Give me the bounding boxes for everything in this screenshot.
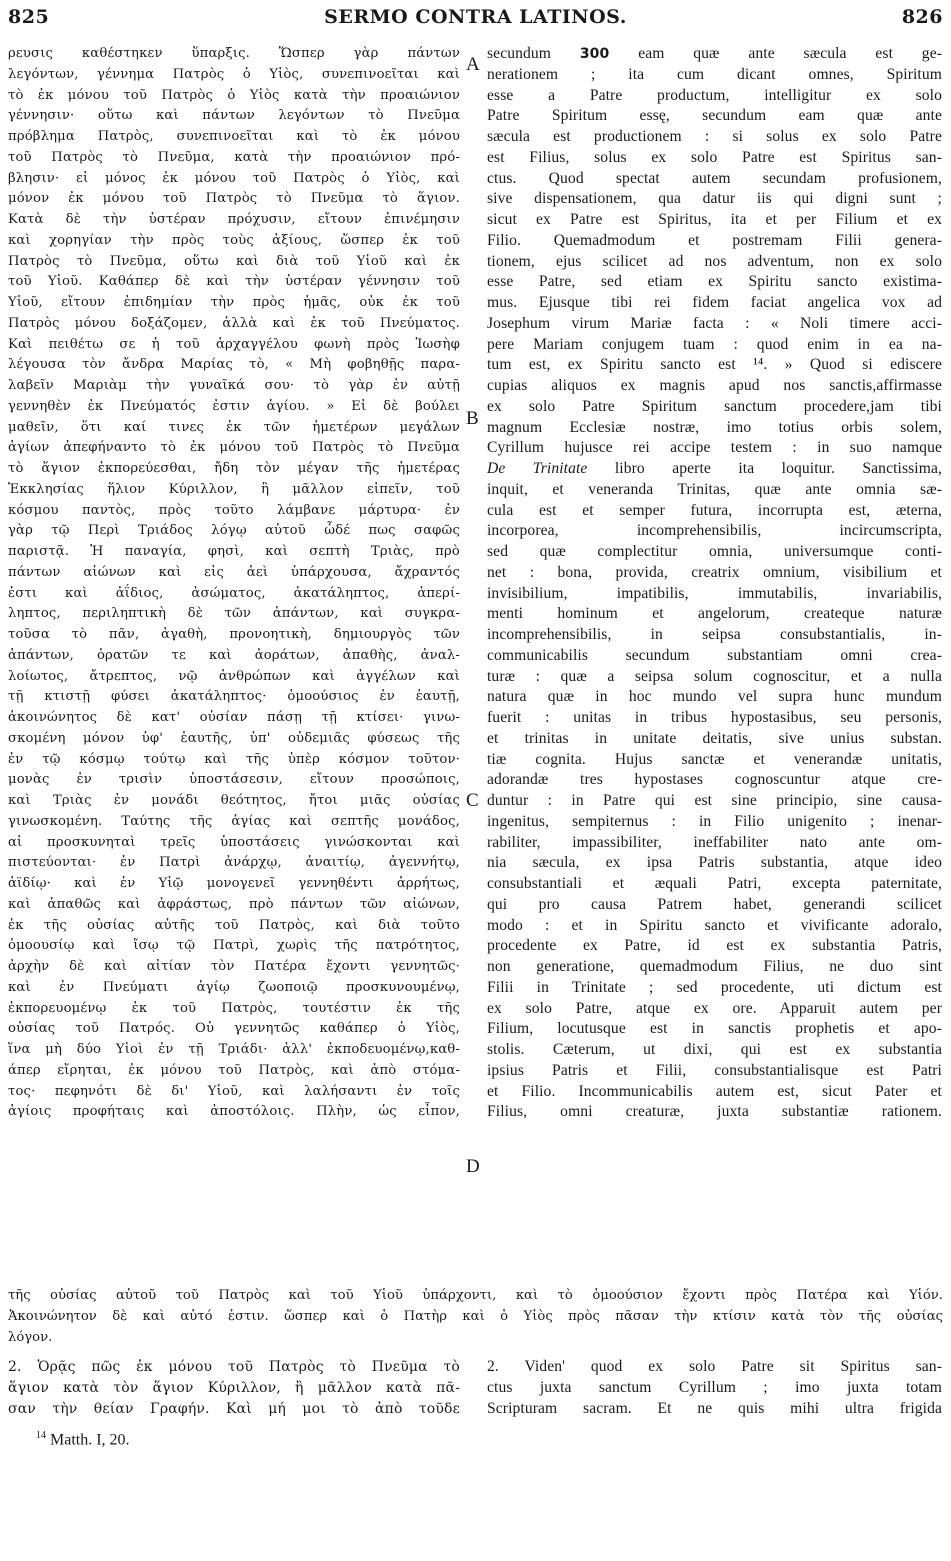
greek-text-line: σκομένη μόνον ὑφ' ἑαυτῆς, ὑπ' οὐδεμιᾶς φύσεως τῆς — [8, 730, 460, 746]
greek-text-line: ἐκ τῆς οὐσίας αὐτῆς τοῦ Πατρὸς, καὶ διὰ τοῦτο — [8, 917, 460, 933]
greek-section-2 — [8, 1357, 460, 1419]
latin-first-rest: eam quæ ante sæcula est ge- — [638, 45, 942, 62]
greek-text-line: λέγουσα τὸν ἄνδρα Μαρίας τὸ, « Μὴ φοβηθῇς παρα- — [8, 357, 460, 373]
greek-text-line: Υἱοῦ, εἴτουν ἐπιδημίαν τὴν πρὸς ἡμᾶς, οὐκ ἐκ τοῦ — [8, 295, 460, 310]
running-title: SERMO CONTRA LATINOS. — [324, 6, 627, 28]
latin-text-line: menti hominum et angelorum, createque naturæ — [487, 605, 942, 623]
greek-text-line: τοῦ Υἱοῦ. Καθάπερ δὲ καὶ τὴν ὑστέραν γέννησιν τοῦ — [8, 274, 460, 290]
latin-first-line — [487, 44, 942, 65]
greek-text-line: λαβεῖν Μαριὰμ τὴν γυναῖκά σου· τὸ γὰρ ἐν αὐτῇ — [8, 378, 460, 393]
latin-text-line: sed quæ complectitur omnia, universumque conti- — [487, 543, 942, 560]
latin-text-line: pere Mariam conjugem tuam : quod enim in ea na- — [487, 335, 942, 353]
latin-text-line: consubstantiali et æquali Patri, excepta paternitate, — [487, 875, 942, 892]
greek-text-line: τος· πεφηνότι δὲ δι' Υἱοῦ, καὶ λαλήσαντι ἐν τοῖς — [8, 1083, 460, 1099]
latin-text-line: et trinitas in unitate deitatis, sive unius substan. — [487, 729, 942, 747]
latin-text-line: procedente ex Patre, id est ex substantia Patris, — [487, 937, 942, 955]
greek-text-line: τοῦ Πατρὸς τὸ Πνεῦμα, κατὰ τὴν προαιώνιον πρό- — [8, 149, 460, 165]
latin-text-line: esse a Patre productum, intelligitur ex solo — [487, 86, 942, 104]
latin-text-line: ipsius Patris et Filii, consubstantialisque est Patri — [487, 1061, 942, 1079]
greek-text-line: μονὰς ἐν τρισὶν ὑποστάσεσιν, εἴτουν προσώποις, — [8, 772, 460, 788]
latin-text-line: magnum Ecclesiæ nostræ, imo totius orbis solem, — [487, 418, 942, 436]
greek-text-line: γέννησιν· οὕτω καὶ πάντων λεγόντων τὸ Πνεῦμα — [8, 108, 460, 124]
greek-section-2-line: 2. Ὁρᾷς πῶς ἐκ μόνου τοῦ Πατρὸς τὸ Πνεῦμα τὸ — [8, 1359, 460, 1375]
latin-section-2-line: ctus juxta sanctum Cyrillum ; imo juxta totam — [487, 1378, 942, 1396]
greek-text-line: ρευσις καθέστηκεν ὕπαρξις. Ὥσπερ γὰρ πάντων — [8, 46, 460, 61]
latin-text-line: ex solo Patre Spiritum sanctum procedere,jam tibi — [487, 397, 942, 415]
latin-text-line: Josephum virum Mariæ facta : « Noli timere acci- — [487, 314, 942, 332]
latin-text-line: incorporea, incomprehensibilis, incircumscripta, — [487, 522, 942, 540]
latin-text-line: ctus. Quod spectat autem secundam profusionem, — [487, 169, 942, 187]
greek-text-line: Πατρὸς τὸ Πνεῦμα, οὕτω καὶ διὰ τοῦ Υἱοῦ καὶ ἐκ — [8, 253, 460, 269]
greek-text-line: ἐστι καὶ ἀΐδιος, ἀσώματος, ἀκατάληπτος, ἀπερί- — [8, 585, 460, 601]
latin-text-line: est Filius, solus ex solo Patre est Spiritus san- — [487, 148, 942, 166]
greek-text-line: ὁμοουσίῳ καὶ ἴσῳ τῷ Πατρὶ, χωρὶς τῆς πατρότητος, — [8, 938, 460, 954]
latin-section-2-line: 2. Viden' quod ex solo Patre sit Spiritus san- — [487, 1358, 942, 1375]
greek-text-line: γινωσκομένη. Ταύτης τῆς ἁγίας καὶ σεπτῆς μονάδος, — [8, 813, 460, 829]
greek-text-line: Ἐκκλησίας ἥλιον Κύριλλον, ἢ μᾶλλον εἰπεῖν, τοῦ — [8, 481, 460, 497]
latin-text-line: duntur : in Patre qui est sine principio, sine causa- — [487, 792, 942, 809]
greek-text-line: πρόβλημα Πατρὸς, συνεπινοεῖται καὶ τὸ ἐκ μόνου — [8, 129, 460, 144]
greek-text-line: ἀϊδίῳ· καὶ ἐν Υἱῷ μονογενεῖ γεννηθέντι ἀρρήτως, — [8, 876, 460, 891]
footnote — [36, 1430, 130, 1449]
greek-text-line: γεννηθὲν ἐκ Πνεύματός ἐστιν ἁγίου. » Εἰ δὲ βούλει — [8, 398, 460, 414]
latin-text-line: inquit, et veneranda Trinitas, quæ ante omnia sæ- — [487, 480, 942, 498]
greek-text-line: ἵνα μὴ δύο Υἱοὶ ἐν τῇ Τριάδι· ἀλλ' ἐκποδευομένῳ,καθ- — [8, 1042, 460, 1057]
greek-text-line: μαθεῖν, ὅτι καί τινες ἐκ τῶν ἡμετέρων μεγάλων — [8, 419, 460, 435]
greek-text-line: κόσμου παντὸς, πρὸς τοῦτο λάμβανε μάρτυρα· ἐν — [8, 502, 460, 518]
margin-marker-b: B — [466, 408, 479, 429]
latin-text-line: net : bona, provida, creatrix omnium, visibilium et — [487, 563, 942, 581]
greek-text-line: ἀρχὴν δὲ καὶ αἰτίαν τὸν Πατέρα ἔχοντι γεννητῶς· — [8, 959, 460, 974]
latin-text-line: adorandæ tres hypostases cognoscuntur atque cre- — [487, 771, 942, 789]
latin-text-line: sicut ex Patre est Spiritus, ita et per Filium et ex — [487, 211, 942, 228]
latin-text-line: nia sæcula, ex ipsa Patris substantia, atque ideo — [487, 854, 942, 872]
latin-text-line: ingenitus, sempiternus : in Filio unigenito ; inenar- — [487, 812, 942, 830]
latin-text-line: fuerit : unitas in tribus hypostasibus, seu personis, — [487, 709, 942, 726]
latin-text-line: Filius, omni creaturæ, juxta substantiæ rationem. — [487, 1103, 942, 1121]
greek-text-line: τῇ κτιστῇ φύσει ἀκατάληπτος· ὁμοούσιος ἐν ἑαυτῇ, — [8, 689, 460, 705]
greek-text-line: Πατρὸς μόνου δοξάζομεν, ἀλλὰ καὶ ἐκ τοῦ Πνεύματος. — [8, 315, 460, 331]
greek-text-line: ἁπάντων, ὁρατῶν τε καὶ ἀοράτων, ἀπαθὴς, ἀναλ- — [8, 647, 460, 663]
full-width-text-line: τῆς οὐσίας αὐτοῦ τοῦ Πατρὸς καὶ τοῦ Υἱοῦ ὑπάρχοντι, καὶ τὸ ὁμοούσιον ἔχοντι πρὸς Πατέρα καὶ Υἱόν. — [8, 1288, 943, 1303]
greek-text-line: καὶ χορηγίαν τὴν πρὸς τοὺς ἀξίους, ὥσπερ ἐκ τοῦ — [8, 232, 460, 248]
full-width-text-line: Ἀκοινώνητον δὲ καὶ αὐτό ἐστιν. ὥσπερ καὶ ὁ Πατὴρ καὶ ὁ Υἱὸς πρὸς πᾶσαν τὴν κτίσιν κατὰ τὸν τῆς οὐσίας — [8, 1308, 943, 1324]
latin-text-line: tum est, ex Spiritu sancto est ¹⁴. » Quod si ediscere — [487, 356, 942, 374]
latin-text-line: incomprehensibilis, in seipsa consubstantialis, in- — [487, 626, 942, 643]
latin-text-line: modo : et in Spiritu sancto et vivificante adoralo, — [487, 916, 942, 934]
full-width-greek-lines — [8, 1286, 943, 1348]
latin-text-line: esse Patre, sed etiam ex Spiritu sancto existima- — [487, 273, 942, 291]
greek-text-line: Καὶ πειθέτω σε ἡ τοῦ ἀρχαγγέλου φωνὴ πρὸς Ἰωσὴφ — [8, 336, 460, 352]
greek-text-line: τὸ ἅγιον ἐκπορεύεσθαι, ἤδη τὸν μέγαν τῆς ἡμετέρας — [8, 461, 460, 476]
running-header — [8, 6, 943, 36]
footnote-number: 14 — [36, 1430, 46, 1441]
footnote-text: Matth. I, 20. — [50, 1431, 130, 1449]
greek-text-line: τοῦσα τὸ πᾶν, ἀγαθὴ, προνοητικὴ, δημιουργὸς τῶν — [8, 627, 460, 642]
latin-text-line: Patre Spiritum essę, secundum eam quæ ante — [487, 107, 942, 125]
latin-text-line: qui pro causa Patrem habet, generandi scilicet — [487, 895, 942, 913]
latin-text-line: rabiliter, impassibiliter, ineffabiliter nato ante om- — [487, 833, 942, 851]
greek-text-line: λεγόντων, γέννημα Πατρὸς ὁ Υἱὸς, συνεπινοεῖται καὶ — [8, 66, 460, 82]
margin-marker-c: C — [466, 790, 479, 811]
latin-text-line: De Trinitate libro aperte ita loquitur. Sanctissima, — [487, 460, 942, 477]
greek-text-line: καὶ ἐν Πνεύματι ἁγίῳ ζωοποιῷ προσκυνουμένῳ, — [8, 979, 460, 995]
latin-text-line: Filii in Trinitate ; sed procedente, uti dictum est — [487, 978, 942, 996]
latin-first-word: secundum — [487, 45, 552, 62]
latin-text-line: Cyrillum hujusce rei accipe testem : in suo namque — [487, 439, 942, 457]
greek-text-line: πάντων αἰώνων καὶ εἰς ἀεὶ ὑπάρχουσα, ἄχραντός — [8, 564, 460, 580]
latin-text-line: sæcula est productionem : si solus ex solo Patre — [487, 128, 942, 145]
latin-text-line: cupias aliquos ex magnis apud nos sanctis,affirmasse — [487, 377, 942, 394]
greek-text-line: πιστεύονται· ἐν Πατρὶ ἀνάρχῳ, ἀναιτίῳ, ἀγεννήτῳ, — [8, 855, 460, 871]
latin-text-line: natura quæ in hoc mundo vel supra hunc mundum — [487, 688, 942, 706]
greek-text-line: ληπτος, περιληπτικὴ δὲ τῶν ἁπάντων, καὶ συγκρα- — [8, 606, 460, 622]
latin-text-line: non generatione, quemadmodum Filius, ne duo sint — [487, 958, 942, 975]
latin-text-line: tiæ cognita. Hujus sanctæ et venerandæ unitatis, — [487, 750, 942, 768]
margin-marker-a: A — [466, 54, 480, 75]
latin-text-line: stolis. Cæterum, ut dixi, qui est ex substantia — [487, 1041, 942, 1058]
greek-text-line: αἱ προσκυνηταὶ τρεῖς ὑποστάσεις γινώσκονται καὶ — [8, 834, 460, 850]
latin-text-line: et Filio. Incommunicabilis autem est, sicut Pater et — [487, 1082, 942, 1100]
greek-text-line: βλησιν· εἰ μόνος ἐκ μόνου τοῦ Πατρὸς ὁ Υἱὸς, καὶ — [8, 170, 460, 186]
greek-text-line: παριστᾷ. Ἡ παναγία, φησὶ, καὶ σεπτὴ Τριὰς, πρὸ — [8, 544, 460, 559]
greek-text-line: λοίωτος, ἄτρεπτος, νῷ ἀνθρώπων καὶ ἀγγέλων καὶ — [8, 668, 460, 684]
latin-text-line: turæ : quæ a seipsa solum cognoscitur, et a nulla — [487, 667, 942, 685]
greek-text-line: ἐκπορευομένῳ ἐκ τοῦ Πατρὸς, τουτέστιν ἐκ τῆς — [8, 1000, 460, 1016]
latin-section-2 — [487, 1357, 942, 1419]
latin-text-line: invisibilium, impatibilis, immutabilis, invariabilis, — [487, 584, 942, 602]
greek-text-line: οὐσίας τοῦ Πατρός. Οὐ γεννητῶς καθάπερ ὁ Υἱὸς, — [8, 1021, 460, 1037]
latin-text-line: Filio. Quemadmodum et postremam Filii genera- — [487, 231, 942, 249]
greek-text-line: ἁγίων ἀπεφήναντο τὸ ἐκ μόνου τοῦ Πατρὸς τὸ Πνεῦμα — [8, 440, 460, 456]
latin-text-line: ex solo Patre, atque ex ore. Apparuit autem per — [487, 999, 942, 1017]
greek-text-line: γὰρ τῷ Περὶ Τριάδος λόγῳ αὐτοῦ ὧδέ πως σαφῶς — [8, 523, 460, 539]
latin-text-line: sive dispensationem, qua datur iis qui digni sunt ; — [487, 190, 942, 208]
page-number-right: 826 — [901, 6, 943, 28]
greek-text-line: ἐν τῷ κόσμῳ τούτῳ καὶ τῆς ὑπὲρ κόσμον τοῦτον· — [8, 751, 460, 767]
latin-text-line: mus. Ejusque tibi rei fidem faciat angelica vox ad — [487, 294, 942, 311]
greek-text-line: καὶ Τριὰς ἐν μονάδι θεότητος, ἤτοι μιᾶς οὐσίας — [8, 793, 460, 808]
latin-text-line: cula est et semper futura, incorrupta est, æterna, — [487, 501, 942, 519]
greek-text-line: ἀκοινώνητος δὲ κατ' οὐσίαν πάσῃ τῇ κτίσει· γινω- — [8, 710, 460, 725]
greek-text-line: ἁγίοις προφήταις καὶ ἀποστόλοις. Πλὴν, ὡς εἶπον, — [8, 1104, 460, 1120]
page-number-left: 825 — [8, 6, 50, 28]
greek-text-line: Κατὰ δὲ τὴν ὑστέραν πρόχυσιν, εἴτουν ἐπινέμησιν — [8, 212, 460, 227]
greek-column — [8, 44, 460, 1123]
margin-marker-d: D — [466, 1156, 480, 1177]
latin-text-line: communicabilis secundum substantiam omni crea- — [487, 646, 942, 664]
latin-text-line: nerationem ; ita cum dicant omnes, Spiritum — [487, 65, 942, 83]
greek-text-line: τὸ ἐκ μόνου τοῦ Πατρὸς ὁ Υἱὸς κατὰ τὴν προαιώνιον — [8, 87, 460, 103]
latin-column — [487, 44, 942, 1123]
greek-section-2-line: ἅγιον κατὰ τὸν ἅγιον Κύριλλον, ἢ μᾶλλον κατὰ πᾶ- — [8, 1379, 460, 1396]
full-width-text-line: λόγον. — [8, 1329, 53, 1345]
greek-text-line: καὶ ἀπαθῶς καὶ ἀφράστως, πρὸ πάντων τῶν αἰώνων, — [8, 896, 460, 912]
latin-text-line: tionem, ejus scilicet ad nos adventum, non ex solo — [487, 252, 942, 270]
latin-section-2-line: Scripturam sacram. Et ne quis mihi ultra frigida — [487, 1399, 942, 1417]
greek-text-line: μόνον ἐκ μόνου τοῦ Πατρὸς τὸ Πνεῦμα τὸ ἅγιον. — [8, 191, 460, 207]
greek-text-line: άπερ εἴρηται, ἐκ μόνου τοῦ Πατρὸς, καὶ ἀπὸ στόμα- — [8, 1062, 460, 1078]
greek-section-2-line: σαν τὴν θείαν Γραφήν. Καὶ μή μοι τὸ ἀπὸ τοῦδε — [8, 1400, 460, 1417]
latin-text-line: Filium, locutusque est in sanctis prophetis et apo- — [487, 1020, 942, 1038]
column-number-bold: 300 — [579, 46, 610, 62]
